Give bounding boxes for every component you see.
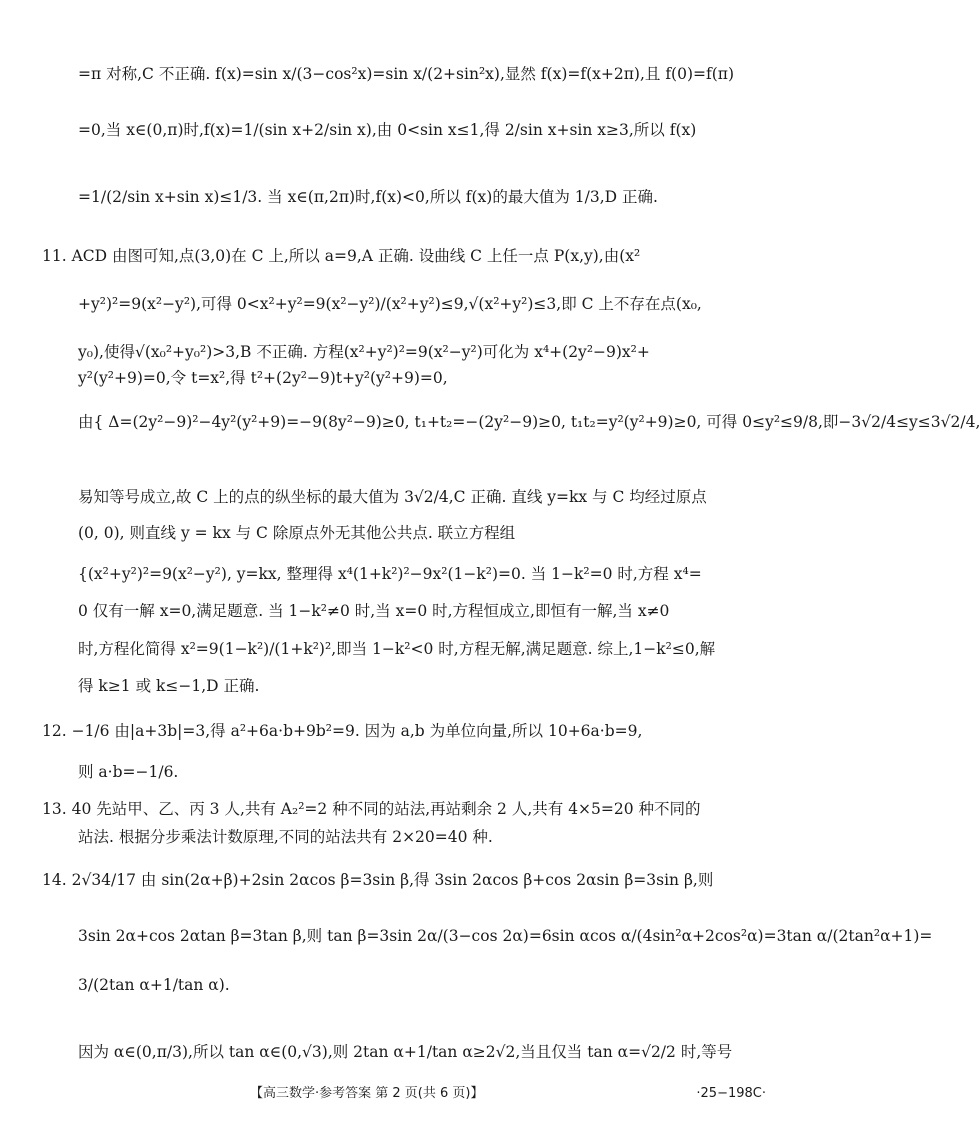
text-line: =0,当 x∈(0,π)时,f(x)=1/(sin x+2/sin x),由 0<sin x≤1,得 2/sin x+sin x≥3,所以 f(x) <box>78 121 697 139</box>
text-line: 则 a·b=−1/6. <box>78 763 179 781</box>
text-line: 0 仅有一解 x=0,满足题意. 当 1−k²≠0 时,当 x=0 时,方程恒成立,即恒有一解,当 x≠0 <box>78 602 670 620</box>
text-line: =1/(2/sin x+sin x)≤1/3. 当 x∈(π,2π)时,f(x)<0,所以 f(x)的最大值为 1/3,D 正确. <box>78 188 658 206</box>
text-line: {(x²+y²)²=9(x²−y²), y=kx, 整理得 x⁴(1+k²)²−9x²(1−k²)=0. 当 1−k²=0 时,方程 x⁴= <box>78 565 702 583</box>
text-line: =π 对称,C 不正确. f(x)=sin x/(3−cos²x)=sin x/(2+sin²x),显然 f(x)=f(x+2π),且 f(0)=f(π) <box>78 65 735 83</box>
text-line: 14. 2√34/17 由 sin(2α+β)+2sin 2αcos β=3sin β,得 3sin 2αcos β+cos 2αsin β=3sin β,则 <box>42 871 714 889</box>
text-line: (0, 0), 则直线 y = kx 与 C 除原点外无其他公共点. 联立方程组 <box>78 524 516 542</box>
text-line: 易知等号成立,故 C 上的点的纵坐标的最大值为 3√2/4,C 正确. 直线 y=kx 与 C 均经过原点 <box>78 488 707 506</box>
text-line: 3sin 2α+cos 2αtan β=3tan β,则 tan β=3sin 2α/(3−cos 2α)=6sin αcos α/(4sin²α+2cos²α)=3tan α/(2tan²α+1)= <box>78 927 933 945</box>
text-line: 13. 40 先站甲、乙、丙 3 人,共有 A₂²=2 种不同的站法,再站剩余 2 人,共有 4×5=20 种不同的 <box>42 800 701 818</box>
text-line: 3/(2tan α+1/tan α). <box>78 976 230 994</box>
text-line: 由{ Δ=(2y²−9)²−4y²(y²+9)=−9(8y²−9)≥0, t₁+t₂=−(2y²−9)≥0, t₁t₂=y²(y²+9)≥0, 可得 0≤y²≤9/8,即−3√2/4≤y≤3√2/4, <box>78 413 980 431</box>
text-line: +y²)²=9(x²−y²),可得 0<x²+y²=9(x²−y²)/(x²+y²)≤9,√(x²+y²)≤3,即 C 上不存在点(x₀, <box>78 295 702 313</box>
text-line: 因为 α∈(0,π/3),所以 tan α∈(0,√3),则 2tan α+1/tan α≥2√2,当且仅当 tan α=√2/2 时,等号 <box>78 1043 733 1061</box>
text-line: y²(y²+9)=0,令 t=x²,得 t²+(2y²−9)t+y²(y²+9)=0, <box>78 369 448 387</box>
text-line: 12. −1/6 由|a+3b|=3,得 a²+6a·b+9b²=9. 因为 a,b 为单位向量,所以 10+6a·b=9, <box>42 722 643 740</box>
text-line: 站法. 根据分步乘法计数原理,不同的站法共有 2×20=40 种. <box>78 828 493 846</box>
footer-title: 【高三数学·参考答案 第 2 页(共 6 页)】 <box>250 1086 484 1101</box>
text-line: 得 k≥1 或 k≤−1,D 正确. <box>78 677 260 695</box>
text-line: y₀),使得√(x₀²+y₀²)>3,B 不正确. 方程(x²+y²)²=9(x²−y²)可化为 x⁴+(2y²−9)x²+ <box>78 343 650 361</box>
text-line: 时,方程化简得 x²=9(1−k²)/(1+k²)²,即当 1−k²<0 时,方程无解,满足题意. 综上,1−k²≤0,解 <box>78 640 716 658</box>
page-footer <box>0 1084 794 1104</box>
text-line: 11. ACD 由图可知,点(3,0)在 C 上,所以 a=9,A 正确. 设曲线 C 上任一点 P(x,y),由(x² <box>42 247 641 265</box>
footer-code: ·25−198C· <box>696 1086 766 1101</box>
